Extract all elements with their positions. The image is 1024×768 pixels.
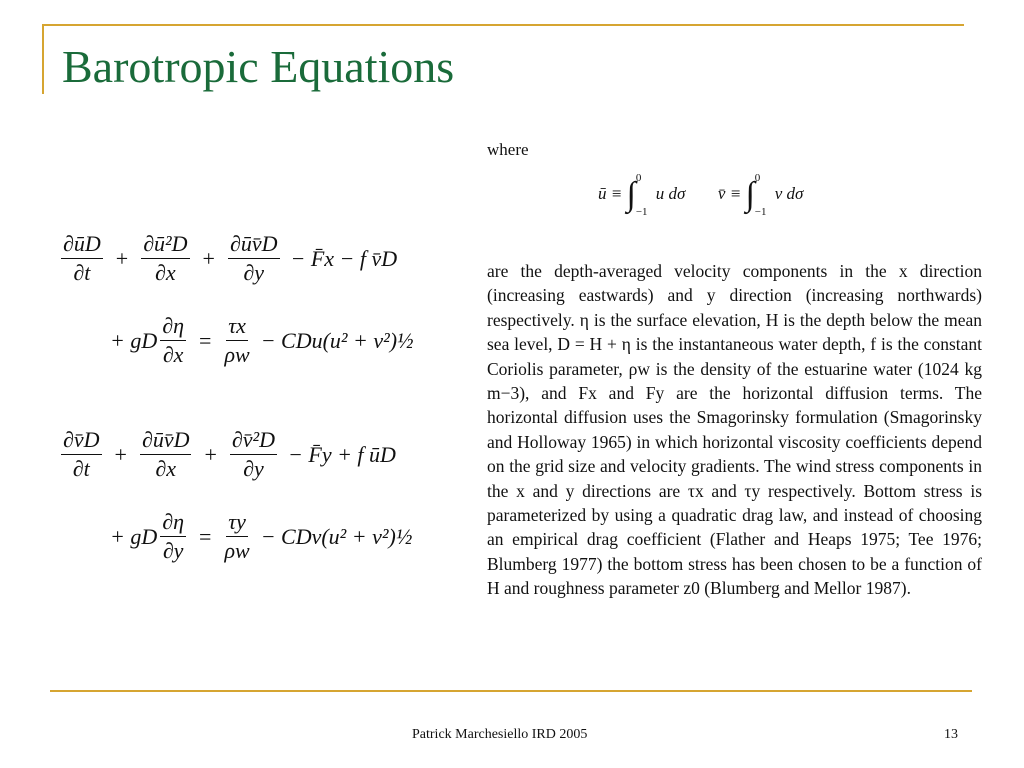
- frac-term: [61, 232, 103, 285]
- lower-limit: −1: [635, 206, 648, 218]
- numerator: ∂ūD: [61, 232, 103, 259]
- numerator: ∂ūv̄D: [140, 428, 192, 455]
- denominator: ∂y: [243, 260, 265, 286]
- numerator: ∂v̄D: [61, 428, 102, 455]
- numerator: τx: [226, 314, 248, 341]
- integral-limits: [755, 172, 767, 218]
- numerator: ∂ū²D: [141, 232, 189, 259]
- frac-term: [140, 428, 192, 481]
- frac-term: [160, 314, 186, 367]
- frac-term: [224, 314, 249, 367]
- equals-sign: =: [199, 523, 212, 549]
- plus-sign: +: [204, 441, 217, 467]
- denominator: ∂t: [72, 456, 90, 482]
- slide-title: Barotropic Equations: [62, 41, 455, 92]
- plus-sign: +: [114, 441, 127, 467]
- lower-limit: −1: [754, 206, 767, 218]
- equation-tail: − F̄x − f v̄D: [290, 245, 398, 271]
- plus-sign: +: [202, 245, 215, 271]
- frac-term: [160, 510, 186, 563]
- numerator: ∂η: [160, 314, 186, 341]
- equation-lhs: + gD: [110, 327, 158, 353]
- integral-sign: ∫: [745, 176, 755, 213]
- v-momentum-line-2: [110, 510, 412, 563]
- explanation-paragraph: are the depth-averaged velocity components in the x direction (increasing eastwards) and y direction (increasing northwards) respectively. η is the surface elevation, H is the depth below the mean sea level, D = H + η is the instantaneous water depth, f is the constant Coriolis parameter, ρw is the density of the estuarine water (1024 kg m−3), and Fx and Fy are the horizontal diffusion terms. The horizontal diffusion uses the Smagorinsky formulation (Smagorinsky and Holloway 1965) in which horizontal viscosity coefficients depend on the grid size and velocity gradients. The wind stress components in the x and y directions are τx and τy respectively. Bottom stress is parameterized by using a quadratic drag law, and instead of choosing an empirical drag coefficient (Flather and Heaps 1975; Tee 1976; Blumberg 1977) the bottom stress has been chosen to be a function of H and roughness parameter z0 (Blumberg and Mellor 1987).: [487, 261, 982, 599]
- left-border-line: [42, 24, 44, 94]
- denominator: ∂x: [162, 342, 184, 368]
- denominator: ∂y: [243, 456, 264, 482]
- frac-term: [141, 232, 189, 285]
- denominator: ∂t: [73, 260, 91, 286]
- equals-sign: =: [199, 327, 212, 353]
- footer-author: Patrick Marchesiello IRD 2005: [412, 727, 588, 742]
- u-integrand: u dσ: [655, 183, 686, 203]
- where-label: where: [487, 140, 529, 159]
- equation-tail: − CDu(u² + v²)½: [260, 327, 414, 353]
- equation-tail: − CDv(u² + v²)½: [260, 523, 413, 549]
- numerator: ∂v̄²D: [230, 428, 277, 455]
- denominator: ∂x: [155, 260, 176, 286]
- integral-limits: [636, 172, 648, 218]
- u-bar-definition: ū ≡: [598, 183, 623, 203]
- upper-limit: 0: [635, 172, 642, 184]
- denominator: ∂x: [155, 456, 177, 482]
- depth-average-definitions: [598, 172, 803, 218]
- frac-term: [61, 428, 102, 481]
- equation-tail: − F̄y + f ūD: [288, 441, 396, 467]
- upper-limit: 0: [754, 172, 761, 184]
- integral-sign: ∫: [626, 176, 636, 213]
- plus-sign: +: [115, 245, 129, 271]
- denominator: ρw: [224, 538, 250, 564]
- v-bar-definition: v̄ ≡: [717, 183, 742, 203]
- numerator: ∂ūv̄D: [228, 232, 280, 259]
- page-number: 13: [944, 727, 958, 742]
- v-momentum-line-1: [58, 428, 396, 481]
- u-momentum-line-2: [110, 314, 414, 367]
- v-integrand: v dσ: [774, 183, 804, 203]
- numerator: τy: [226, 510, 248, 537]
- bottom-border-line: [50, 690, 972, 692]
- u-momentum-line-1: [58, 232, 397, 285]
- top-border-line: [42, 24, 964, 26]
- equation-lhs: + gD: [110, 523, 158, 549]
- denominator: ∂y: [162, 538, 184, 564]
- frac-term: [230, 428, 277, 481]
- denominator: ρw: [224, 342, 250, 368]
- numerator: ∂η: [160, 510, 186, 537]
- frac-term: [228, 232, 280, 285]
- frac-term: [224, 510, 249, 563]
